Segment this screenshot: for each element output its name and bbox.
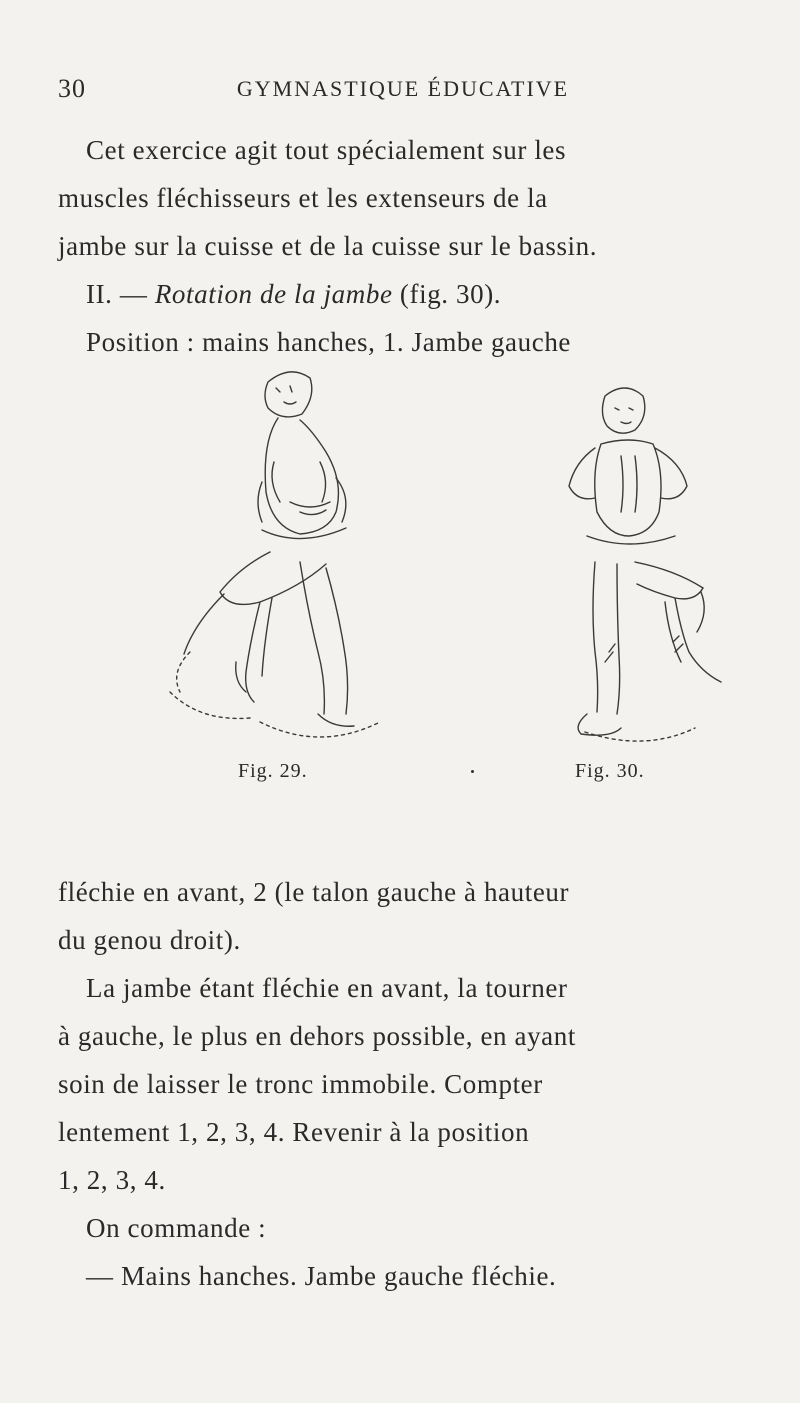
text-line: muscles fléchisseurs et les extenseurs de la — [58, 183, 548, 213]
section-title: Rotation de la jambe — [154, 279, 393, 309]
text-line: 1, 2, 3, 4. — [58, 1165, 166, 1195]
section-title-line — [58, 270, 748, 318]
figure-29 — [150, 352, 450, 782]
text-line: soin de laisser le tronc immobile. Compter — [58, 1069, 543, 1099]
text-line: à gauche, le plus en dehors possible, en ayant — [58, 1021, 576, 1051]
intro-paragraph — [58, 126, 748, 270]
text-line: du genou droit). — [58, 925, 241, 955]
figure-reference: (fig. 30). — [392, 279, 502, 309]
text-line: On commande : — [86, 1213, 267, 1243]
text-line: jambe sur la cuisse et de la cuisse sur le bassin. — [58, 231, 598, 261]
position-line: Position : mains hanches, 1. Jambe gauche — [86, 327, 572, 357]
figure-30-caption: Fig. 30. — [575, 760, 645, 782]
figure-29-caption: Fig. 29. — [238, 760, 308, 782]
text-line: fléchie en avant, 2 (le talon gauche à hauteur — [58, 877, 570, 907]
page-number: 30 — [58, 74, 86, 103]
figure-29-illustration — [150, 352, 450, 762]
text-line: Cet exercice agit tout spécialement sur les — [86, 135, 567, 165]
figures-area — [150, 352, 740, 852]
body-paragraphs — [58, 868, 748, 1300]
text-line: La jambe étant fléchie en avant, la tourner — [86, 973, 568, 1003]
figure-30-illustration — [525, 352, 735, 762]
figure-30 — [525, 352, 735, 782]
running-title: GYMNASTIQUE ÉDUCATIVE — [236, 76, 570, 101]
text-line: — Mains hanches. Jambe gauche fléchie. — [86, 1261, 557, 1291]
page-header — [58, 74, 748, 108]
text-line: lentement 1, 2, 3, 4. Revenir à la position — [58, 1117, 530, 1147]
section-numeral: II. — — [86, 279, 155, 309]
separator-dot — [471, 770, 474, 773]
